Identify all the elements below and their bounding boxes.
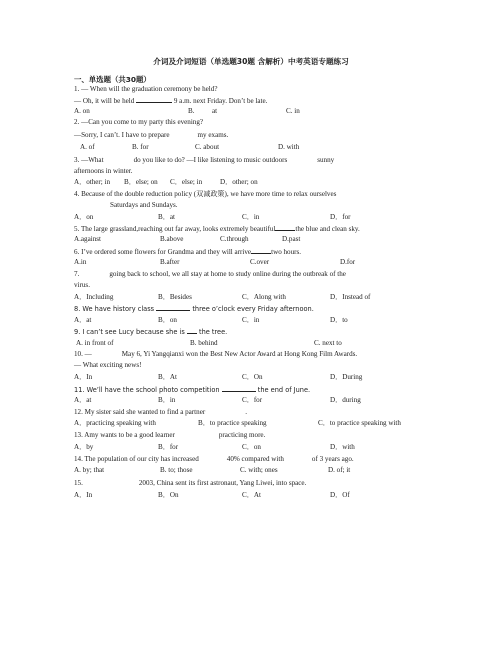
question-15: 15. 2003, China sent its first astronaut, Yang Liwei, into space. [74, 479, 307, 487]
options-q7: A．Including B．Besides C．Along with D．Instead of [74, 293, 371, 301]
question-11: 11. We’ll have the school photo competition the end of June. [74, 386, 311, 394]
answer-blank [251, 247, 271, 254]
options-q3: A．other; in B．else; on C．else; in D．other; on [74, 178, 258, 186]
options-q6: A.in B.after C.over D.for [74, 258, 356, 266]
question-9: 9. I can’t see Lucy because she is the tree. [74, 328, 228, 336]
answer-gap [79, 270, 109, 276]
answer-blank [275, 224, 295, 231]
options-q14: A. by; that B. to; those C. with; ones D. of; it [74, 466, 351, 474]
question-1: 1. — When will the graduation ceremony be held? [74, 85, 218, 93]
question-10: 10. — May 6, Yi Yangqianxi won the Best New Actor Award at Hong Kong Film Awards. [74, 350, 358, 358]
options-q13: A．by B．for C．on D．with [74, 443, 355, 451]
options-q2: A. of B. for C. about D. with [80, 143, 300, 151]
options-q9: A. in front of B. behind C. next to [76, 339, 342, 347]
section-heading: 一、单选题（共30题） [74, 75, 151, 84]
question-13: 13. Amy wants to be a good learner practicing more. [74, 431, 266, 439]
question-2-cont: —Sorry, I can’t. I have to prepare my exams. [74, 131, 229, 139]
options-q8: A．at B．on C．in D．to [74, 316, 348, 324]
question-14: 14. The population of our city has increased 40% compared with of 3 years ago. [74, 455, 354, 463]
options-q11: A．at B．in C．for D．during [74, 396, 361, 404]
options-q10: A．In B．At C．On D．During [74, 373, 363, 381]
question-2: 2. —Can you come to my party this evening? [74, 118, 204, 126]
document-title: 介词及介词短语（单选题30题 含解析）中考英语专题练习 [153, 57, 349, 66]
question-3: 3. —What do you like to do? —I like listening to music outdoors sunny [74, 156, 335, 164]
question-10-cont: — What exciting news! [74, 361, 142, 369]
answer-blank [136, 96, 172, 103]
question-6: 6. I’ve ordered some flowers for Grandma and they will arrive two hours. [74, 248, 302, 256]
question-3-cont: afternoons in winter. [74, 167, 133, 175]
question-5: 5. The large grassland,reaching out far away, looks extremely beautiful the blue and clean sky. [74, 225, 360, 233]
options-q4: A．on B．at C．in D．for [74, 213, 351, 221]
options-q1: A. on B. at C. in [74, 107, 300, 115]
answer-blank [187, 327, 197, 334]
question-7: 7. going back to school, we all stay at home to study online during the outbreak of the [74, 270, 346, 278]
question-8: 8. We have history class three o’clock every Friday afternoon. [74, 305, 314, 313]
options-q12: A．practicing speaking with B．to practice speaking C．to practice speaking with [74, 419, 401, 427]
question-4-cont: Saturdays and Sundays. [110, 201, 178, 209]
answer-blank [156, 304, 190, 311]
options-q15: A．In B．On C．At D．Of [74, 491, 350, 499]
answer-blank [222, 385, 256, 392]
question-12: 12. My sister said she wanted to find a partner . [74, 408, 247, 416]
options-q5: A.against B.above C.through D.past [74, 235, 301, 243]
question-1-cont: — Oh, it will be held 9 a.m. next Friday. Don’t be late. [74, 97, 268, 105]
question-4: 4. Because of the double reduction policy (双减政策), we have more time to relax ourselves [74, 190, 337, 198]
question-7-cont: virus. [74, 281, 90, 289]
